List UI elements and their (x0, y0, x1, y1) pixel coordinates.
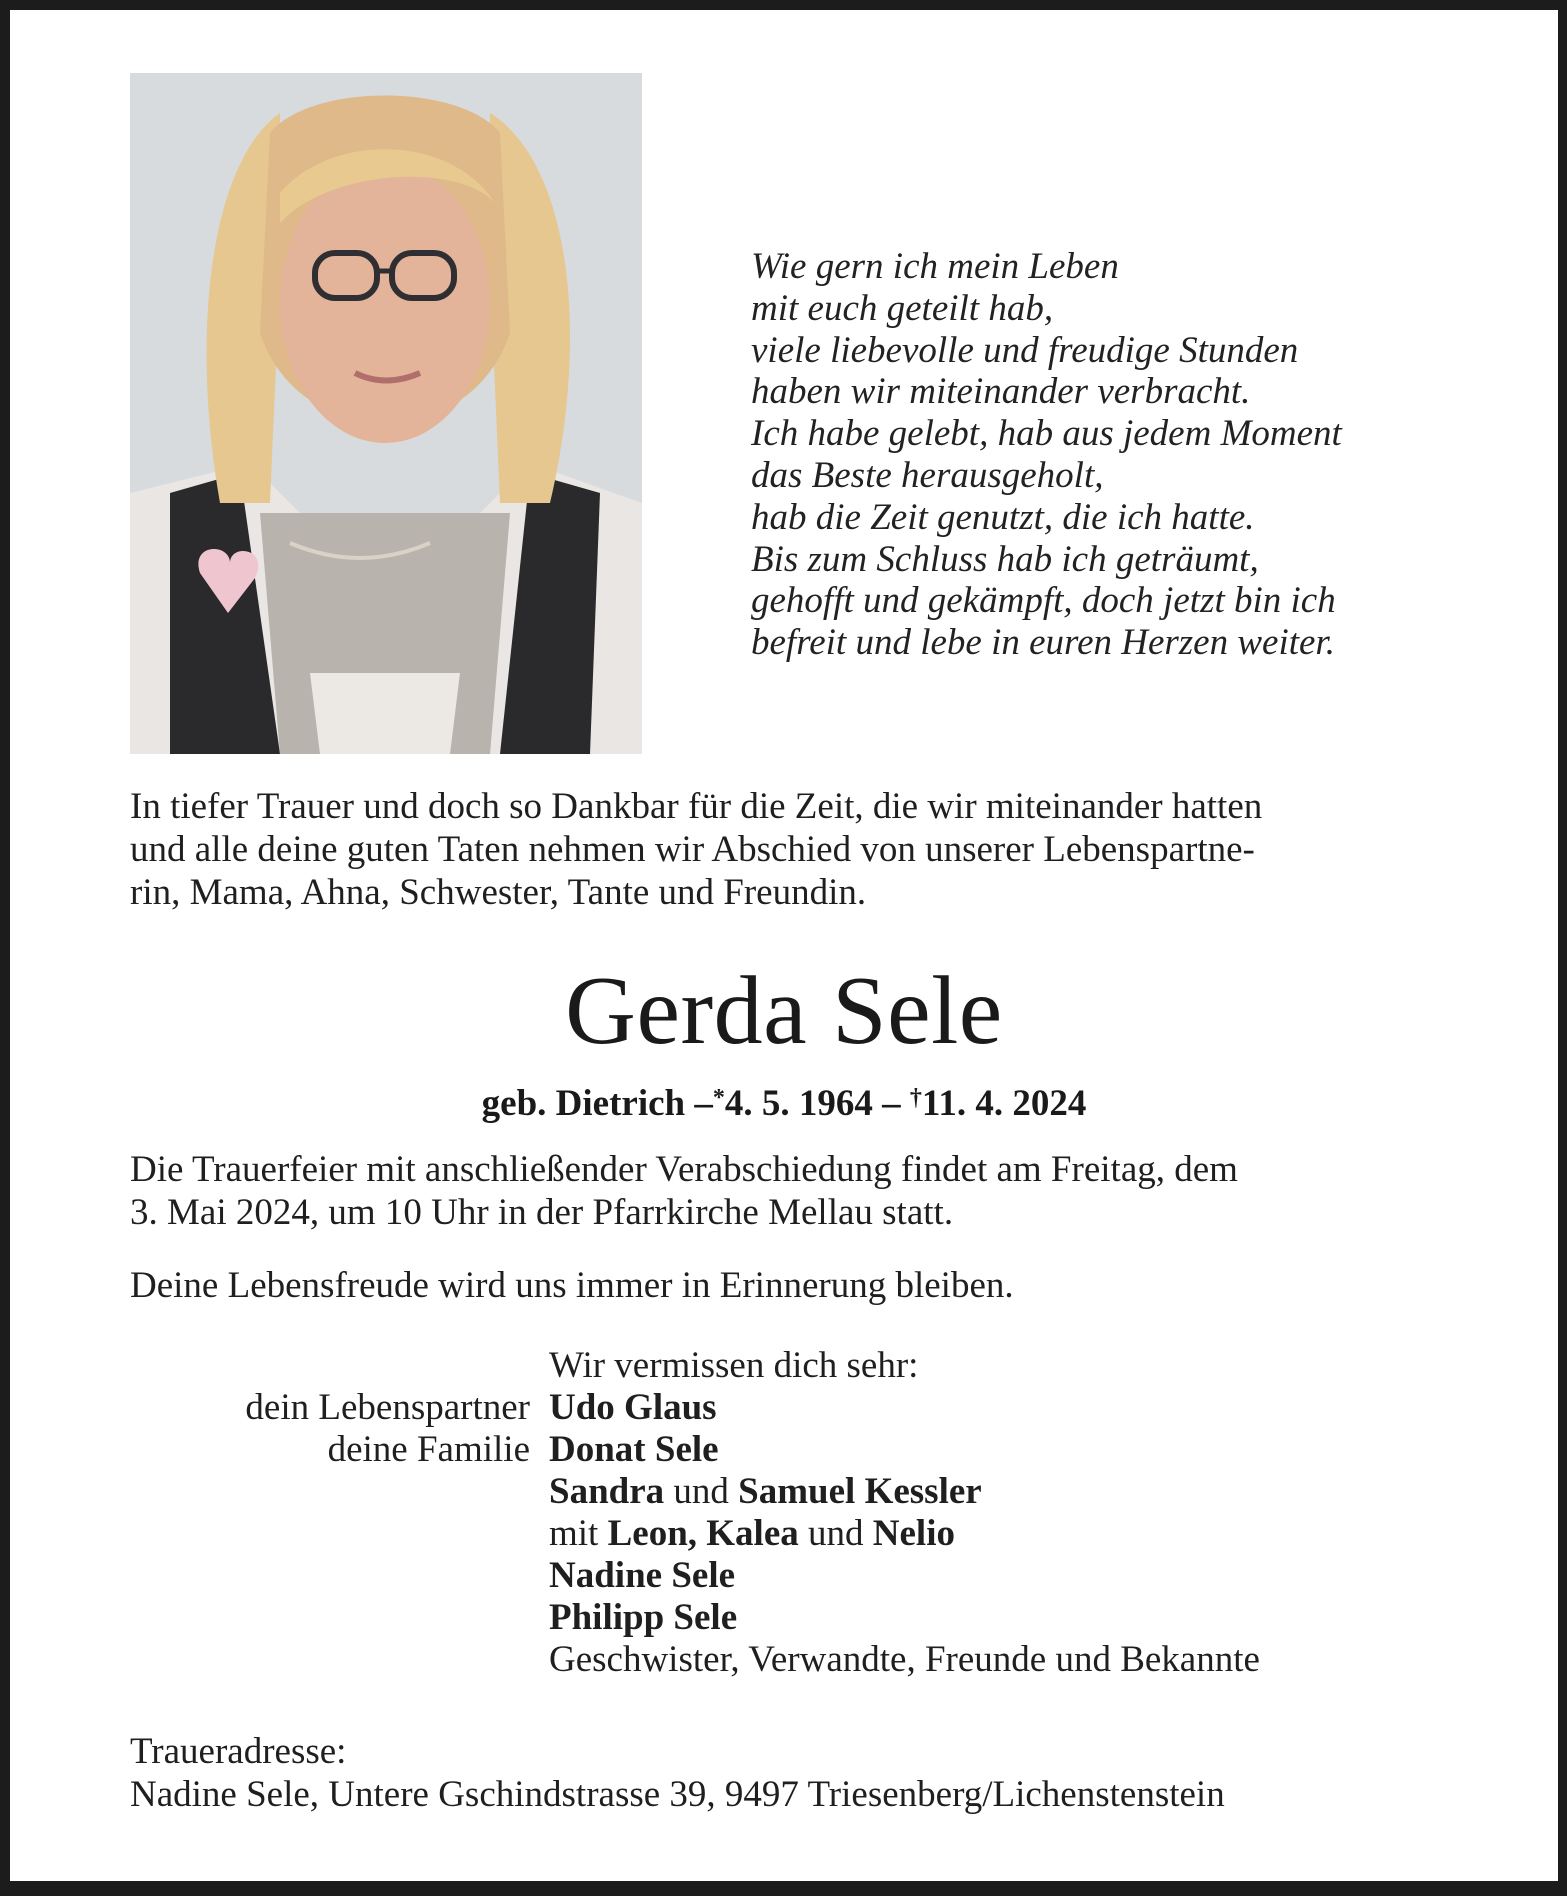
life-dates (10, 1076, 1558, 1126)
poem-line: mit euch geteilt hab, (751, 287, 1054, 329)
intro-paragraph (130, 785, 1262, 914)
partner-name: Udo Glaus (549, 1387, 717, 1428)
portrait-photo (130, 73, 642, 754)
intro-line: In tiefer Trauer und doch so Dankbar für die Zeit, die wir miteinander hatten (130, 786, 1263, 827)
grandchild: Nelio (872, 1513, 955, 1554)
birth-date: 4. 5. 1964 (724, 1083, 873, 1124)
poem-line: das Beste herausgeholt, (751, 454, 1104, 496)
portrait-illustration (130, 73, 642, 754)
death-date: 11. 4. 2024 (921, 1083, 1087, 1124)
family-row (10, 1597, 1558, 1639)
family-member: Sandra (549, 1471, 665, 1512)
family-row (10, 1471, 1558, 1513)
intro-line: rin, Mama, Ahna, Schwester, Tante und Freundin. (130, 872, 867, 913)
mourning-address (130, 1730, 1225, 1816)
poem-line: hab die Zeit genutzt, die ich hatte. (751, 496, 1255, 538)
poem-line: Ich habe gelebt, hab aus jedem Moment (751, 413, 1342, 455)
birth-mark: * (712, 1085, 725, 1111)
poem-line: Wie gern ich mein Leben (751, 246, 1119, 287)
maiden-name: geb. Dietrich (481, 1083, 686, 1124)
others-line: Geschwister, Verwandte, Freunde und Bekannte (549, 1639, 1260, 1680)
poem (751, 246, 1342, 664)
family-row (10, 1513, 1558, 1555)
ceremony-paragraph (130, 1148, 1238, 1234)
family-row (10, 1387, 1558, 1429)
poem-line: viele liebevolle und freudige Stunden (751, 329, 1299, 371)
family-row (10, 1429, 1558, 1471)
deceased-name: Gerda Sele (565, 957, 1003, 1065)
poem-line: gehofft und gekämpft, doch jetzt bin ich (751, 580, 1336, 622)
grandchildren: Leon, Kalea (607, 1513, 799, 1554)
family-member: Nadine Sele (549, 1555, 736, 1596)
death-mark: † (909, 1085, 922, 1111)
partner-role: dein Lebenspartner (245, 1387, 530, 1428)
family-row (10, 1639, 1558, 1681)
poem-line: haben wir miteinander verbracht. (751, 371, 1251, 413)
family-row (10, 1555, 1558, 1597)
poem-line: befreit und lebe in euren Herzen weiter. (751, 622, 1335, 664)
family-list (10, 1387, 1558, 1681)
preposition: mit (549, 1513, 599, 1554)
memory-line: Deine Lebensfreude wird uns immer in Erinnerung bleiben. (130, 1265, 1014, 1306)
conjunction: und (808, 1513, 864, 1554)
address-line: Nadine Sele, Untere Gschindstrasse 39, 9497 Triesenberg/Lichenstenstein (130, 1774, 1225, 1815)
ceremony-line: Die Trauerfeier mit anschließender Verabschiedung findet am Freitag, dem (130, 1149, 1238, 1190)
obituary-sheet (10, 10, 1558, 1881)
conjunction: und (673, 1471, 729, 1512)
ceremony-line: 3. Mai 2024, um 10 Uhr in der Pfarrkirche Mellau statt. (130, 1192, 954, 1233)
family-role: deine Familie (327, 1429, 530, 1470)
signoff-heading: Wir vermissen dich sehr: (549, 1345, 919, 1386)
intro-line: und alle deine guten Taten nehmen wir Abschied von unserer Lebenspartne- (130, 829, 1255, 870)
separator: – (694, 1083, 713, 1124)
family-member: Philipp Sele (549, 1597, 738, 1638)
family-member: Donat Sele (549, 1429, 719, 1470)
separator: – (882, 1083, 901, 1124)
family-member: Samuel Kessler (738, 1471, 982, 1512)
poem-line: Bis zum Schluss hab ich geträumt, (751, 538, 1259, 580)
address-label: Traueradresse: (130, 1731, 347, 1772)
